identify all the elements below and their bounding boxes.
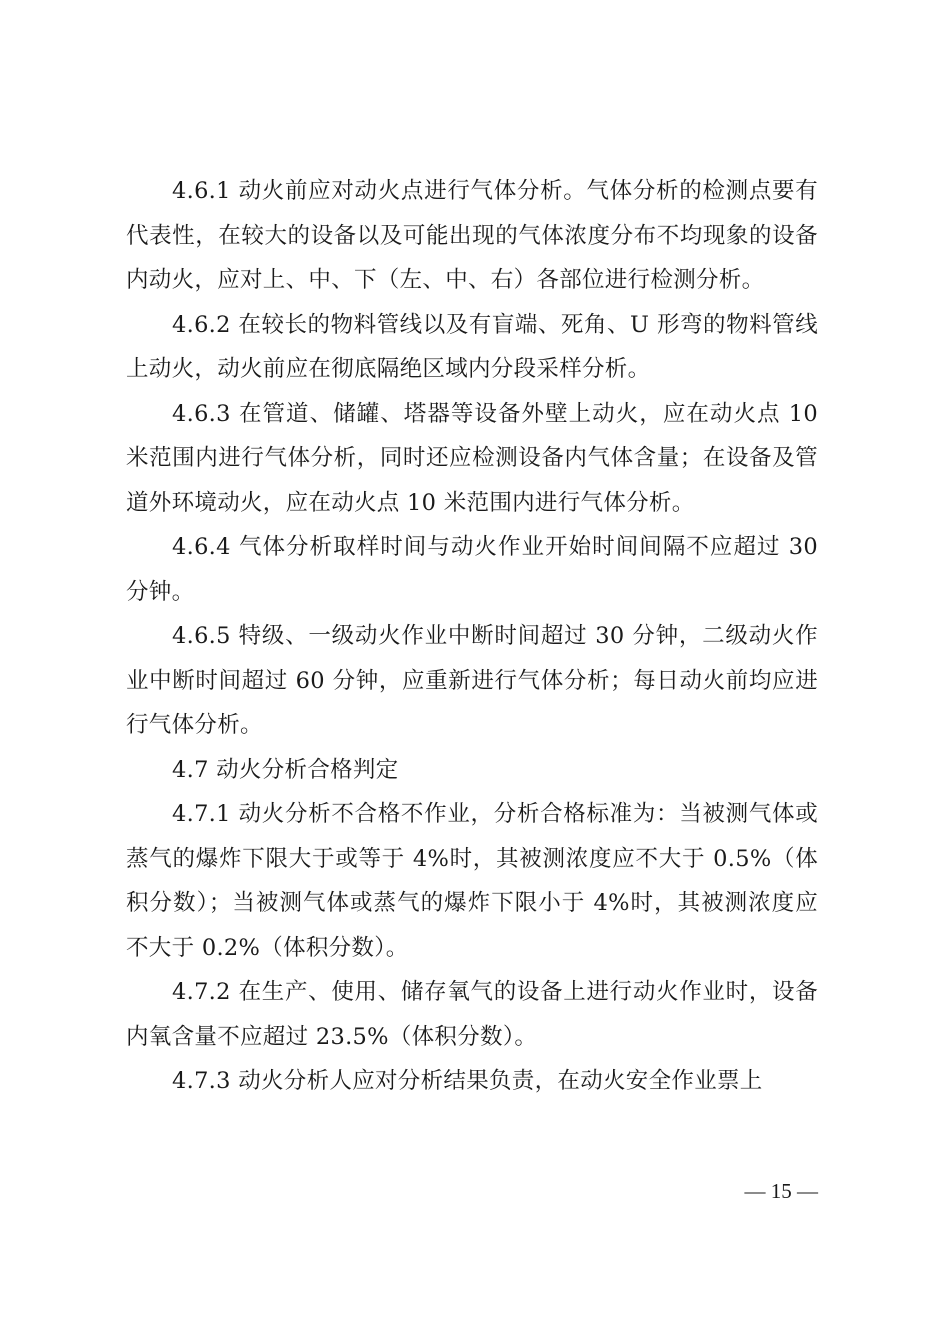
paragraph-4-6-4: 4.6.4 气体分析取样时间与动火作业开始时间间隔不应超过 30 分钟。 [126, 534, 818, 605]
document-body [126, 169, 818, 1104]
paragraph-4-6-3: 4.6.3 在管道、储罐、塔器等设备外壁上动火，应在动火点 10 米范围内进行气体分析，同时还应检测设备内气体含量；在设备及管道外环境动火，应在动火点 10 米范围内进行气体分析。 [126, 400, 818, 516]
page-number: — 15 — [744, 1179, 818, 1203]
section-heading-4-7: 4.7 动火分析合格判定 [172, 756, 399, 783]
paragraph-4-7-3: 4.7.3 动火分析人应对分析结果负责，在动火安全作业票上 [172, 1068, 763, 1094]
paragraph-4-7-2: 4.7.2 在生产、使用、储存氧气的设备上进行动火作业时，设备内氧含量不应超过 23.5%（体积分数）。 [126, 979, 818, 1050]
paragraph-4-6-5: 4.6.5 特级、一级动火作业中断时间超过 30 分钟，二级动火作业中断时间超过 60 分钟，应重新进行气体分析；每日动火前均应进行气体分析。 [126, 623, 818, 738]
paragraph-4-6-2: 4.6.2 在较长的物料管线以及有盲端、死角、U 形弯的物料管线上动火，动火前应在彻底隔绝区域内分段采样分析。 [126, 311, 818, 382]
paragraph-4-6-1: 4.6.1 动火前应对动火点进行气体分析。气体分析的检测点要有代表性，在较大的设备以及可能出现的气体浓度分布不均现象的设备内动火，应对上、中、下（左、中、右）各部位进行检测分析。 [126, 178, 818, 293]
paragraph-4-7-1: 4.7.1 动火分析不合格不作业，分析合格标准为：当被测气体或蒸气的爆炸下限大于或等于 4%时，其被测浓度应不大于 0.5%（体积分数）；当被测气体或蒸气的爆炸下限小于 4%时，其被测浓度应不大于 0.2%（体积分数）。 [126, 801, 818, 961]
